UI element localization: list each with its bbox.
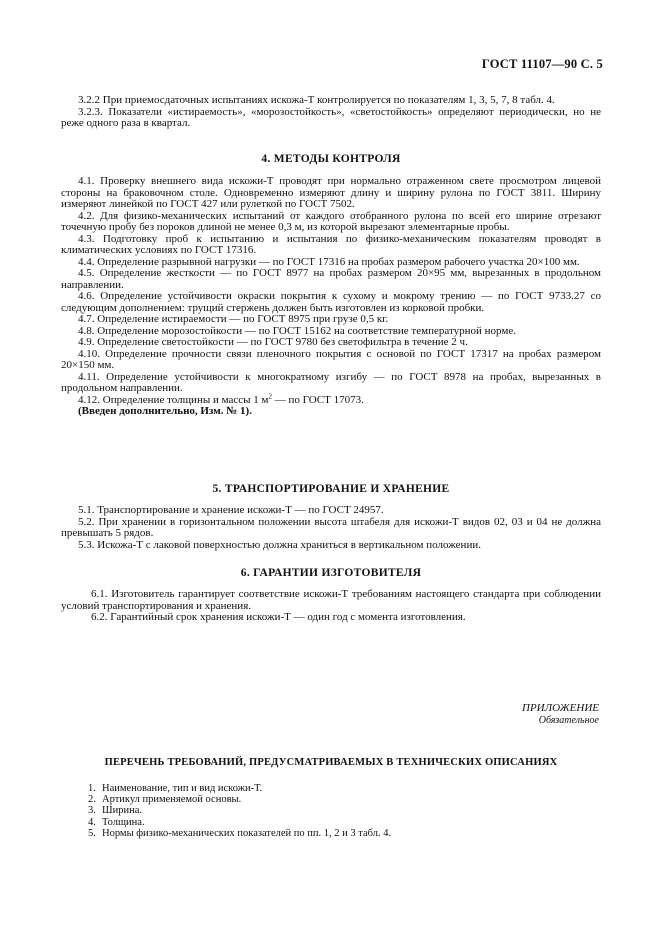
paragraph-4-12-start: 4.12. Определение толщины и массы 1 м: [78, 393, 269, 406]
section5-body: [61, 505, 601, 551]
list-item-number: 1.: [88, 783, 96, 794]
list-item-text: Артикул применяемой основы.: [102, 794, 242, 806]
list-item-number: 2.: [88, 794, 96, 806]
paragraph-6-1: 6.1. Изготовитель гарантирует соответствие искожи-Т требованиям настоящего стандарта при соблюдении условий транспортирования и хранения.: [61, 588, 601, 612]
section6-heading: 6. ГАРАНТИИ ИЗГОТОВИТЕЛЯ: [240, 567, 422, 579]
list-item: [88, 783, 588, 794]
section3-tail: [61, 95, 601, 130]
list-item-text: Наименование, тип и вид искожи-Т.: [102, 783, 263, 794]
list-item: [88, 794, 588, 805]
paragraph-4-6: 4.6. Определение устойчивости окраски покрытия к сухому и мокрому трению — по ГОСТ 9733.27 со следующим дополнением: трущий стержень должен быть изготовлен из корковой пробки.: [61, 290, 601, 314]
superscript-two: 2: [268, 391, 272, 400]
list-item: [88, 817, 588, 828]
appendix-list: [88, 783, 588, 839]
paragraph-4-1: 4.1. Проверку внешнего вида искожи-Т проводят при нормально отраженном свете просмотром лицевой стороны на браковочном столе. Одновременно измеряют длину и ширину рулона по ГОСТ 3811. Ширину измеряют линейкой по ГОСТ 427 или рулеткой по ГОСТ 7502.: [61, 175, 601, 210]
paragraph-4-4: 4.4. Определение разрывной нагрузки — по ГОСТ 17316 на пробах размером рабочего участка 20×100 мм.: [78, 255, 580, 268]
list-item-text: Нормы физико-механических показателей по пп. 1, 2 и 3 табл. 4.: [102, 827, 392, 839]
appendix-status: Обязательное: [538, 714, 599, 726]
paragraph-4-11: 4.11. Определение устойчивости к многократному изгибу — по ГОСТ 8978 на пробах, вырезанных в продольном направлении.: [61, 370, 601, 394]
amendment-note: (Введен дополнительно, Изм. № 1).: [78, 405, 252, 417]
list-item-number: 3.: [88, 805, 96, 817]
list-item: [88, 828, 588, 839]
list-item-text: Ширина.: [102, 805, 142, 817]
appendix-title: ПЕРЕЧЕНЬ ТРЕБОВАНИЙ, ПРЕДУСМАТРИВАЕМЫХ В ТЕХНИЧЕСКИХ ОПИСАНИЯХ: [104, 757, 558, 768]
list-item-number: 4.: [88, 816, 96, 828]
section5-heading: 5. ТРАНСПОРТИРОВАНИЕ И ХРАНЕНИЕ: [212, 483, 450, 495]
paragraph-4-10: 4.10. Определение прочности связи пленочного покрытия с основой по ГОСТ 17317 на пробах размером 20×150 мм.: [61, 347, 601, 371]
paragraph-5-3: 5.3. Искожа-Т с лаковой поверхностью должна храниться в вертикальном положении.: [78, 538, 481, 551]
paragraph-3-2-3: 3.2.3. Показатели «истираемость», «морозостойкость», «светостойкость» определяют периодически, но не реже одного раза в квартал.: [61, 105, 601, 129]
appendix-label-block: [522, 703, 599, 726]
paragraph-5-2: 5.2. При хранении в горизонтальном положении высота штабеля для искожи-Т видов 02, 03 и 04 не должна превышать 5 рядов.: [61, 515, 601, 539]
paragraph-4-2: 4.2. Для физико-механических испытаний от каждого отобранного рулона по всей его ширине отрезают точечную пробу без пороков длиной не менее 0,3 м, из которой вырезают элементарные пробы.: [61, 209, 601, 233]
paragraph-4-7: 4.7. Определение истираемости — по ГОСТ 8975 при грузе 0,5 кг.: [78, 313, 389, 325]
appendix-label: ПРИЛОЖЕНИЕ: [522, 702, 599, 714]
page-header: ГОСТ 11107—90 С. 5: [481, 57, 603, 71]
paragraph-5-1: 5.1. Транспортирование и хранение искожи-Т — по ГОСТ 24957.: [78, 504, 384, 516]
list-item-number: 5.: [88, 827, 96, 839]
paragraph-4-9: 4.9. Определение светостойкости — по ГОСТ 9780 без светофильтра в течение 2 ч.: [78, 336, 468, 348]
paragraph-4-12-end: — по ГОСТ 17073.: [272, 393, 364, 406]
list-item: [88, 805, 588, 816]
section4-body: [61, 176, 601, 418]
list-item-text: Толщина.: [102, 816, 145, 828]
section4-heading: 4. МЕТОДЫ КОНТРОЛЯ: [261, 153, 401, 165]
paragraph-6-2: 6.2. Гарантийный срок хранения искожи-Т — один год с момента изготовления.: [91, 611, 466, 623]
paragraph-4-3: 4.3. Подготовку проб к испытанию и испытания по физико-механическим показателям проводят в климатических условиях по ГОСТ 17316.: [61, 232, 601, 256]
section6-body: [61, 589, 601, 624]
paragraph-3-2-2: 3.2.2 При приемосдаточных испытаниях искожа-Т контролируется по показателям 1, 3, 5, 7, 8 табл. 4.: [78, 94, 555, 106]
paragraph-4-5: 4.5. Определение жесткости — по ГОСТ 8977 на пробах размером 20×95 мм, вырезанных в продольном направлении.: [61, 267, 601, 291]
paragraph-4-8: 4.8. Определение морозостойкости — по ГОСТ 15162 на соответствие температурной норме.: [78, 324, 516, 337]
